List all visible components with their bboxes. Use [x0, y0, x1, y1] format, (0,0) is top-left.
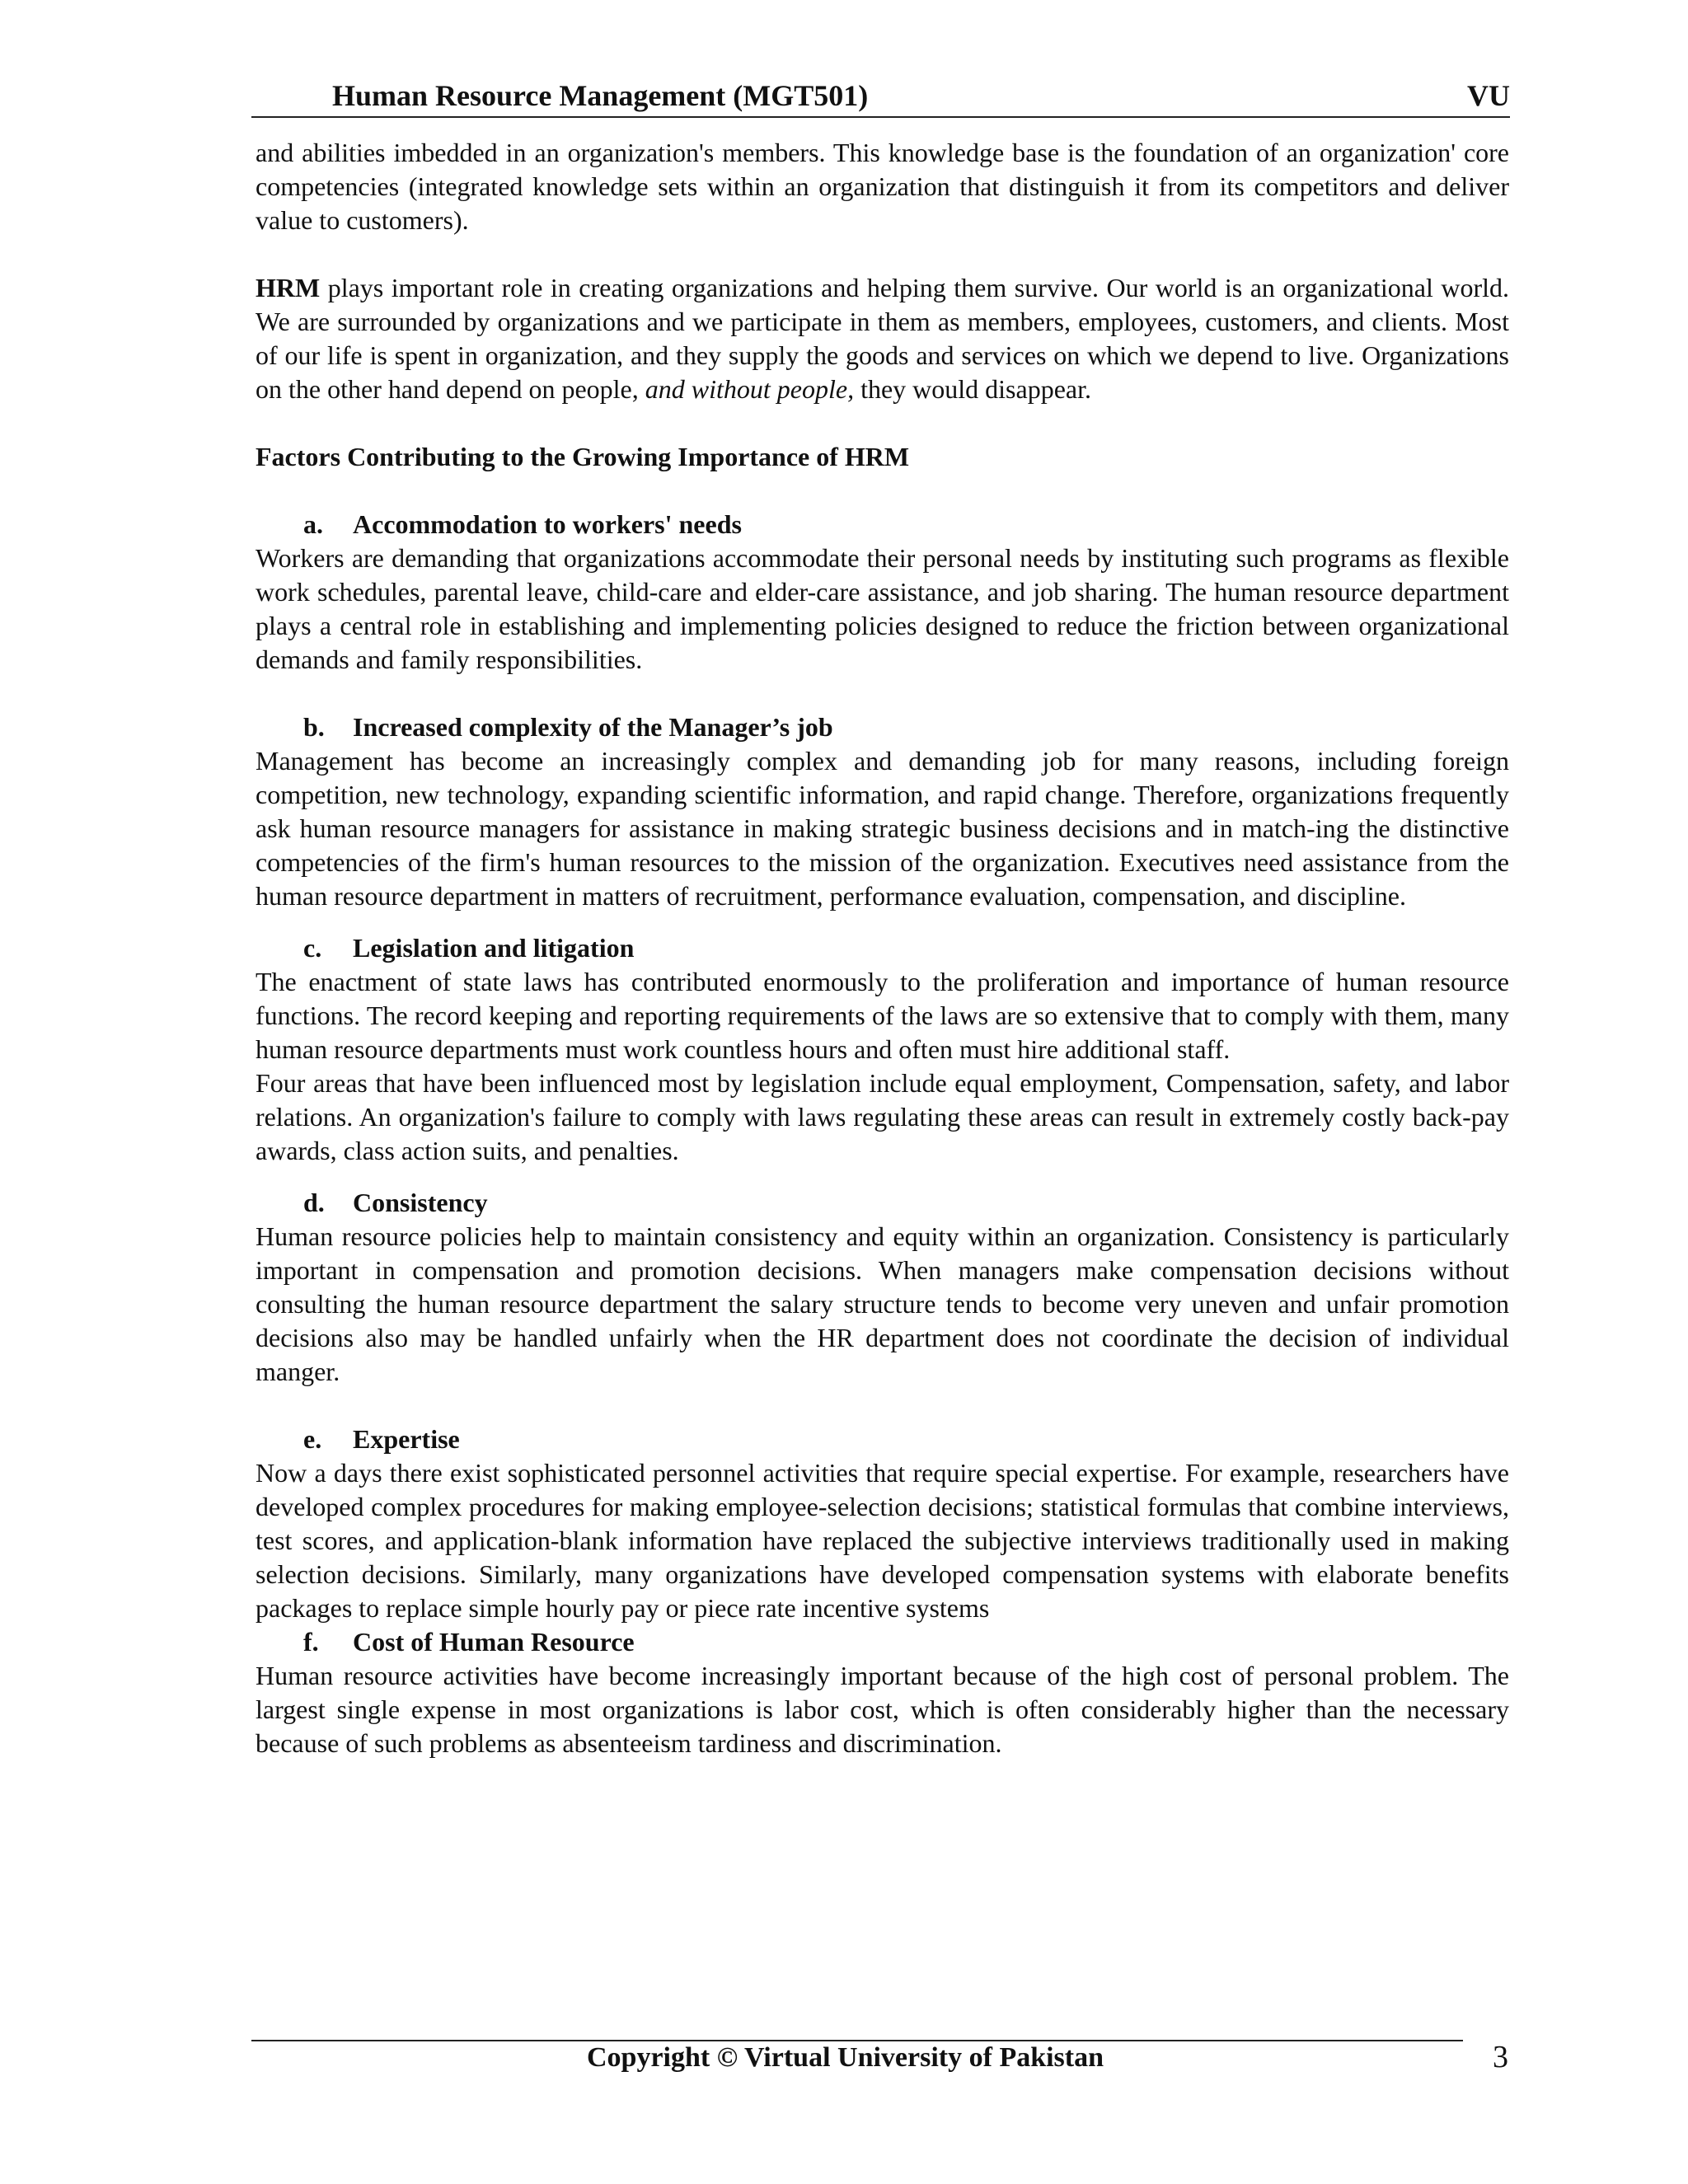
factor-title: Expertise: [353, 1424, 460, 1454]
factor-marker: e.: [303, 1424, 322, 1454]
factor-title: Cost of Human Resource: [353, 1627, 635, 1657]
factor-title: Consistency: [353, 1188, 488, 1217]
factor-paragraph: Human resource activities have become increasingly important because of the high cost of personal problem. The largest single expense in most organizations is labor cost, which is often considerably higher than the necessary because of such problems as absenteeism tardiness and discrimination.: [256, 1661, 1509, 1758]
factor-marker: f.: [303, 1627, 319, 1657]
footer-copyright: Copyright © Virtual University of Pakistan: [587, 2042, 1104, 2073]
factor-paragraph: Human resource policies help to maintain consistency and equity within an organization. Consistency is particularly important in compensation and promotion decisions. When managers make compensation decisions without consulting the human resource department the salary structure tends to become very uneven and unfair promotion decisions also may be handled unfairly when the HR department does not coordinate the decision of individual manger.: [256, 1221, 1509, 1386]
factor-marker: c.: [303, 933, 322, 963]
hrm-lead: HRM: [256, 273, 321, 302]
page-number: 3: [1493, 2040, 1508, 2074]
factor-marker: a.: [303, 509, 323, 539]
section-heading: Factors Contributing to the Growing Importance of HRM: [256, 442, 910, 471]
page-body: [256, 136, 1509, 1760]
header-title: Human Resource Management (MGT501): [332, 79, 869, 112]
hrm-italic: and without people,: [645, 374, 855, 404]
factor-title: Accommodation to workers' needs: [353, 509, 742, 539]
hrm-paragraph: [256, 271, 1509, 406]
factor-paragraph: Workers are demanding that organizations accommodate their personal needs by instituting such programs as flexible work schedules, parental leave, child-care and elder-care assistance, and job sharing. The human resource department plays a central role in establishing and implementing policies designed to reduce the friction between organizational demands and family responsibilities.: [256, 543, 1509, 674]
header-divider: [251, 116, 1510, 118]
factor-paragraph: Management has become an increasingly complex and demanding job for many reasons, including foreign competition, new technology, expanding scientific information, and rapid change. Therefore, organizations frequently ask human resource managers for assistance in making strategic business decisions and in match-ing the distinctive competencies of the firm's human resources to the mission of the organization. Executives need assistance from the human resource department in matters of recruitment, performance evaluation, compensation, and discipline.: [256, 746, 1509, 911]
intro-paragraph: and abilities imbedded in an organization's members. This knowledge base is the foundation of an organization' core competencies (integrated knowledge sets within an organization that distinguish it from its competitors and deliver value to customers).: [256, 138, 1509, 235]
factor-heading: [256, 710, 1509, 744]
factor-paragraph: The enactment of state laws has contributed enormously to the proliferation and importance of human resource functions. The record keeping and reporting requirements of the laws are so extensive that to comply with them, many human resource departments must work countless hours and often must hire additional staff.: [256, 967, 1509, 1064]
hrm-text: plays important role in creating organizations and helping them survive. Our world is an organizational world. We are surrounded by organizations and we participate in them as members, employees, customers, and clients. Most of our life is spent in organization, and they supply the goods and services on which we depend to live. Organizations on the other hand depend on people,: [256, 273, 1509, 404]
page-header: [251, 78, 1510, 120]
footer-divider: [251, 2040, 1463, 2041]
hrm-tail: they would disappear.: [854, 374, 1091, 404]
factor-paragraph: Now a days there exist sophisticated personnel activities that require special expertise. For example, researchers have developed complex procedures for making employee-selection decisions; statistical formulas that combine interviews, test scores, and application-blank information have replaced the subjective interviews traditionally used in making selection decisions. Similarly, many organizations have developed compensation systems with elaborate benefits packages to replace simple hourly pay or piece rate incentive systems: [256, 1458, 1509, 1623]
factor-paragraph: Four areas that have been influenced most by legislation include equal employment, Compensation, safety, and labor relations. An organization's failure to comply with laws regulating these areas can result in extremely costly back-pay awards, class action suits, and penalties.: [256, 1068, 1509, 1165]
factor-title: Increased complexity of the Manager’s job: [353, 712, 833, 742]
factor-heading: [256, 1186, 1509, 1220]
factor-heading: [256, 508, 1509, 541]
header-institution: VU: [1467, 79, 1510, 112]
factor-marker: d.: [303, 1188, 325, 1217]
factor-marker: b.: [303, 712, 325, 742]
factor-heading: [256, 1422, 1509, 1456]
factor-title: Legislation and litigation: [353, 933, 635, 963]
factor-heading: [256, 1625, 1509, 1659]
factor-heading: [256, 931, 1509, 965]
